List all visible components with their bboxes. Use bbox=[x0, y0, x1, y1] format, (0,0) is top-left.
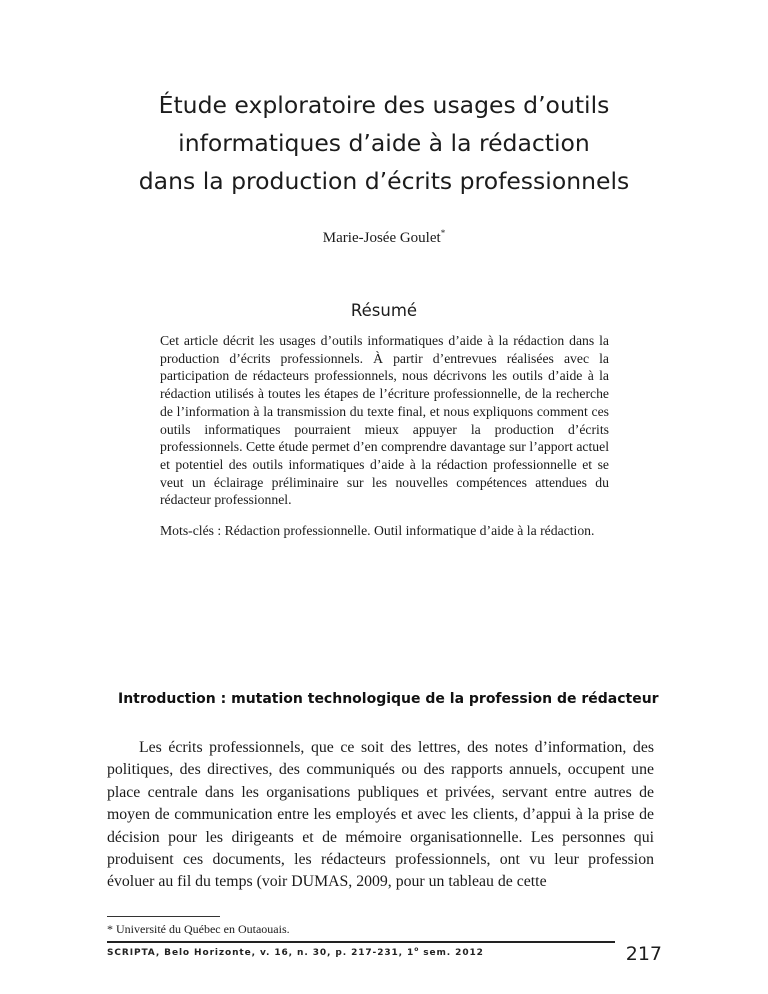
journal-citation bbox=[107, 948, 484, 958]
title-line-2: informatiques d’aide à la rédaction bbox=[178, 129, 590, 157]
footnote-divider bbox=[107, 916, 220, 917]
page-number: 217 bbox=[625, 943, 662, 965]
title-line-1: Étude exploratoire des usages d’outils bbox=[158, 91, 610, 119]
title-line-3: dans la production d’écrits professionnels bbox=[138, 167, 630, 195]
footer-divider bbox=[107, 941, 615, 943]
keywords: Mots-clés : Rédaction professionnelle. Outil informatique d’aide à la rédaction. bbox=[160, 523, 595, 538]
citation-main: SCRIPTA, Belo Horizonte, v. 16, n. 30, p. 217-231, 1 bbox=[107, 948, 415, 958]
citation-end: sem. 2012 bbox=[419, 948, 484, 958]
body-paragraph: Les écrits professionnels, que ce soit des lettres, des notes d’information, des politiques, des directives, des communiqués ou des rapports annuels, occupent une place centrale dans les organisations publiques et privées, servant entre autres de moyen de communication entre les employés et avec les clients, d’appui à la prise de décision pour les dirigeants et de mémoire organisationnelle. Les personnes qui produisent ces documents, les rédacteurs professionnels, ont vu leur profession évoluer au fil du temps (voir DUMAS, 2009, pour un tableau de cette bbox=[107, 739, 654, 891]
section-heading: Introduction : mutation technologique de la profession de rédacteur bbox=[118, 691, 659, 707]
author-footnote-mark: * bbox=[440, 228, 446, 238]
abstract-heading: Résumé bbox=[350, 301, 418, 320]
citation-ordinal: o bbox=[414, 946, 420, 953]
author-name: Marie-Josée Goulet bbox=[322, 230, 441, 246]
footnote: * Université du Québec en Outaouais. bbox=[107, 922, 290, 936]
article-title bbox=[0, 86, 768, 200]
abstract-text: Cet article décrit les usages d’outils informatiques d’aide à la rédaction dans la production d’écrits professionnels. À partir d’entrevues réalisées avec la participation de rédacteurs professionnels, nous décrivons les outils d’aide à la rédaction utilisés à toutes les étapes de l’écriture professionnelle, de la recherche de l’information à la transmission du texte final, et nous expliquons comment ces outils informatiques pourraient mieux appuyer la production d’écrits professionnels. Cette étude permet d’en comprendre davantage sur l’apport actuel et potentiel des outils informatiques d’aide à la rédaction professionnelle et se veut un éclairage préliminaire sur les nouvelles compétences attendues du rédacteur professionnel. bbox=[160, 333, 609, 508]
author-line bbox=[0, 230, 768, 247]
